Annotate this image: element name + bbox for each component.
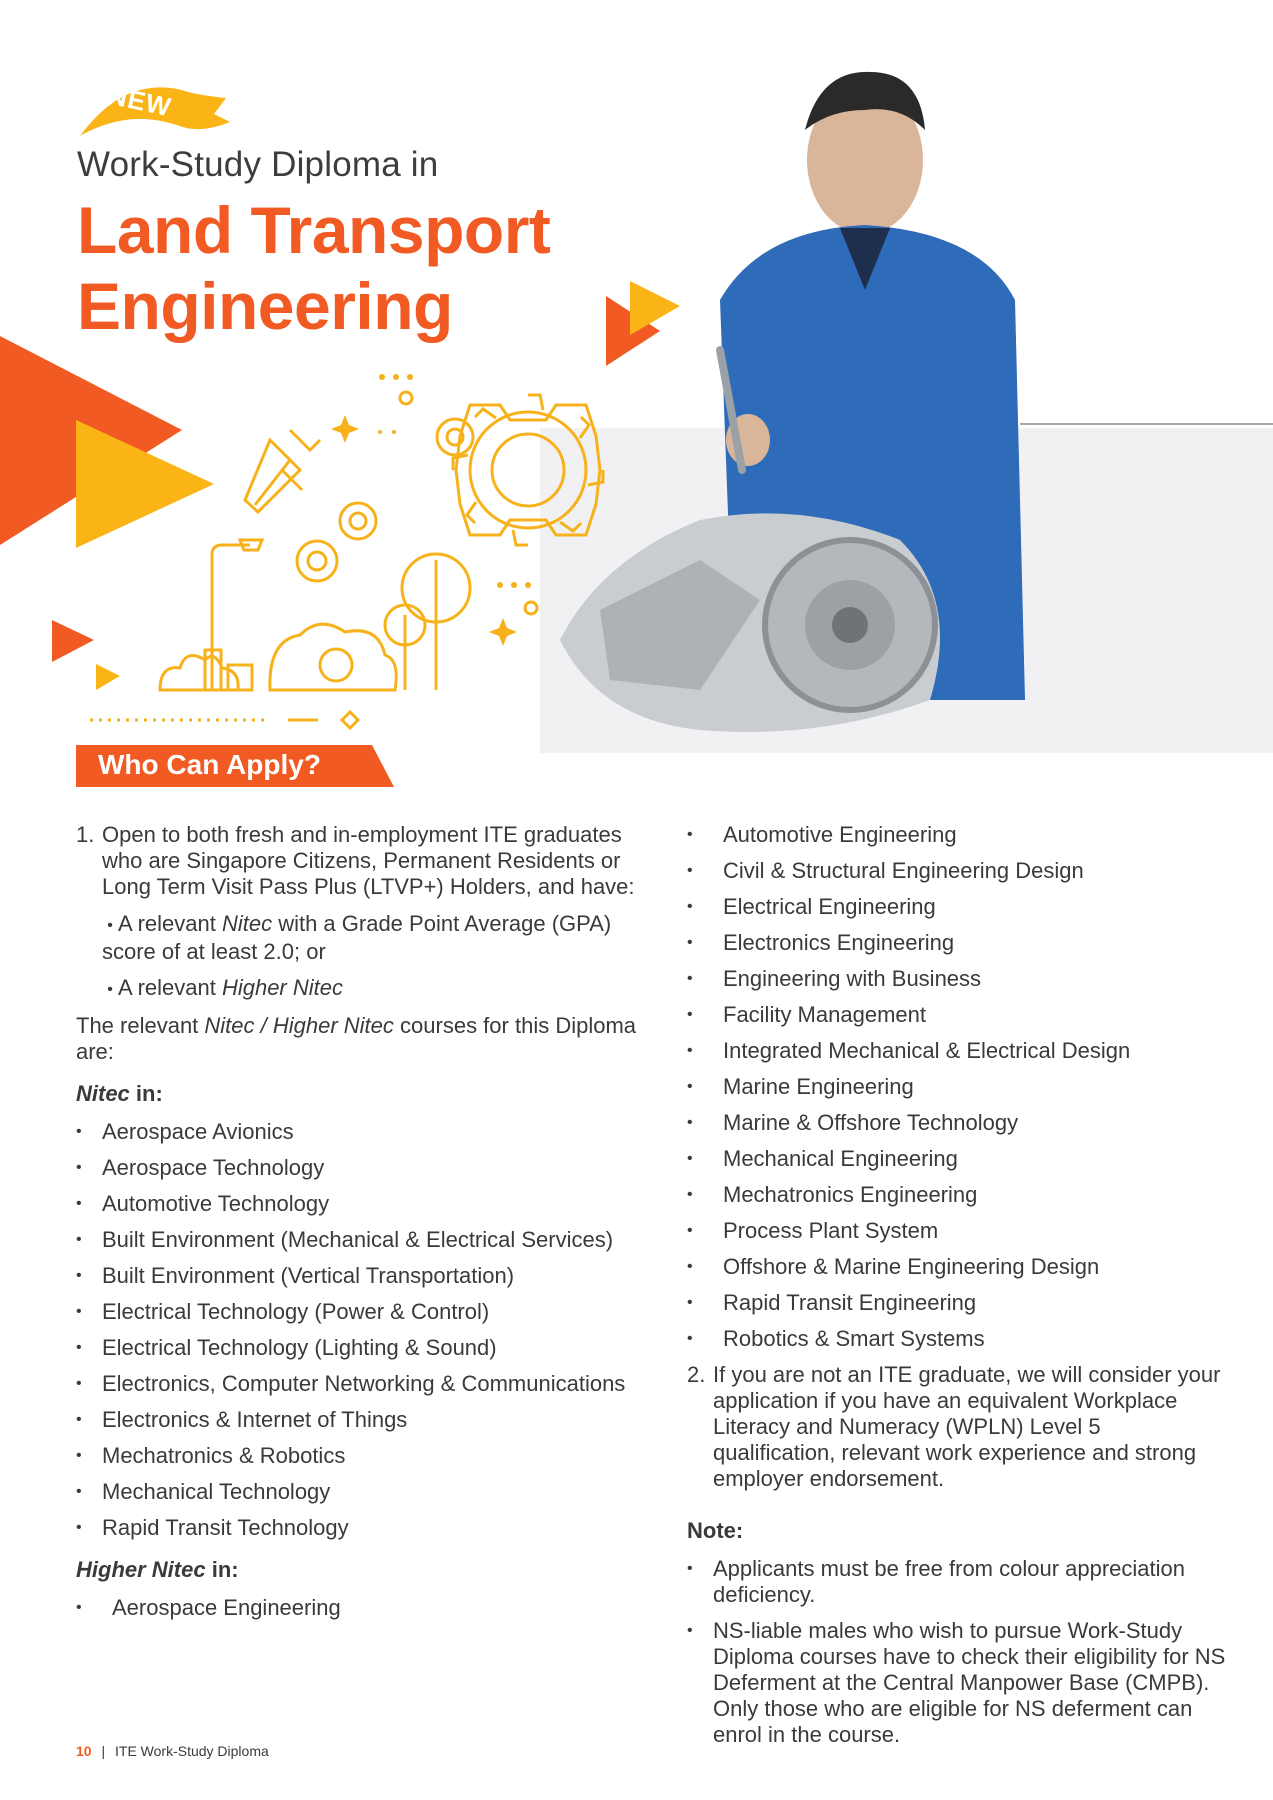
list-item-text: Electrical Technology (Power & Control) [102,1299,490,1324]
bullet-icon: • [107,981,113,998]
list-item [687,1254,1227,1280]
list-item-text: Electrical Engineering [723,894,936,919]
list-item [76,1299,636,1325]
list-item [687,1002,1227,1028]
list-item [687,1038,1227,1064]
bullet-icon: • [76,1195,82,1212]
list-item-text: Engineering with Business [723,966,982,991]
bullet-icon: • [687,1150,693,1167]
bullet-icon: • [687,1560,693,1577]
page-subtitle: Work-Study Diploma in [77,145,439,184]
bullet-icon: • [76,1159,82,1176]
list-item-text: Automotive Technology [102,1191,330,1216]
section-banner [76,745,394,787]
list-item-text: Mechatronics & Robotics [102,1443,346,1468]
list-item-text: Marine Engineering [723,1074,914,1099]
req-text: with a Grade Point Average (GPA) score of at least 2.0; or [102,911,612,964]
bullet-icon: • [687,1222,693,1239]
bullet-icon: • [687,1042,693,1059]
req-text: A relevant [118,975,222,1000]
bullet-icon: • [76,1599,82,1616]
list-item-text: Electrical Technology (Lighting & Sound) [102,1335,497,1360]
heading-em: Nitec [76,1081,130,1106]
bullet-icon: • [687,1622,693,1639]
list-item-text: Applicants must be free from colour appreciation deficiency. [713,1556,1186,1607]
bullet-icon: • [76,1267,82,1284]
bullet-icon: • [76,1231,82,1248]
note-heading: Note: [687,1518,744,1543]
bullet-icon: • [687,970,693,987]
heading-text: in: [129,1081,163,1106]
list-item [687,1146,1227,1172]
list-item [687,966,1227,992]
wrench-screwdriver-icon [245,430,320,512]
heading-em: Higher Nitec [76,1557,206,1582]
higher-nitec-list-part-2 [687,822,1227,1352]
nitec-list [76,1119,636,1541]
list-item [76,1263,636,1289]
list-item [76,1335,636,1361]
intro-text: The relevant [76,1013,205,1038]
list-item-text: Marine & Offshore Technology [723,1110,1019,1135]
higher-nitec-list-part-1 [76,1595,636,1621]
bullet-icon: • [687,1330,693,1347]
list-item [76,1227,636,1253]
list-item-text: Mechanical Technology [102,1479,331,1504]
list-item [76,1155,636,1181]
bullet-icon: • [687,1294,693,1311]
req-text: A relevant [118,911,222,936]
heading-text: in: [205,1557,239,1582]
list-item-text: Integrated Mechanical & Electrical Design [723,1038,1131,1063]
list-item [76,1443,636,1469]
list-item-text: Rapid Transit Technology [102,1515,349,1540]
footer-separator: | [101,1743,106,1759]
bullet-icon: • [687,934,693,951]
bullet-icon: • [687,898,693,915]
bullet-icon: • [76,1483,82,1500]
intro-text: courses for this Diploma are: [76,1013,637,1064]
list-item-text: Offshore & Marine Engineering Design [723,1254,1100,1279]
req-em: Nitec [221,911,273,936]
criteria-text: If you are not an ITE graduate, we will consider your application if you have an equivalent Workplace Literacy and Numeracy (WPLN) Level 5 qualification, relevant work experience and strong employer endorsement. [713,1362,1221,1491]
list-item [687,822,1227,848]
bullet-icon: • [107,917,113,934]
page-footer [76,1743,269,1759]
bullet-icon: • [687,1114,693,1131]
list-item-text: Built Environment (Mechanical & Electrical Services) [102,1227,614,1252]
list-item-text: Electronics Engineering [723,930,955,955]
list-item-text: Built Environment (Vertical Transportation) [102,1263,515,1288]
list-item [76,1119,636,1145]
note-list [687,1556,1227,1748]
criteria-text: Open to both fresh and in-employment ITE graduates who are Singapore Citizens, Permanent Residents or Long Term Visit Pass Plus (LTVP+) Holders, and have: [102,822,635,899]
requirement-2 [76,975,636,1003]
list-item-text: Mechatronics Engineering [723,1182,978,1207]
list-item-text: Mechanical Engineering [723,1146,958,1171]
bullet-icon: • [687,1078,693,1095]
sparkle-icon [331,374,531,646]
list-item-text: Aerospace Avionics [102,1119,294,1144]
list-item-text: Process Plant System [723,1218,939,1243]
yellow-triangle-small [96,664,120,690]
bush-icon [160,624,396,690]
criteria-item-2 [687,1362,1227,1492]
courses-intro [76,1013,636,1065]
orange-triangle-small [52,620,94,662]
list-item [687,1290,1227,1316]
bullet-icon: • [687,1186,693,1203]
bullet-icon: • [76,1411,82,1428]
list-item-text: Aerospace Engineering [112,1595,341,1620]
list-item [76,1371,636,1397]
nitec-heading [76,1081,636,1107]
list-item-text: Electronics, Computer Networking & Communications [102,1371,626,1396]
mechanic-photo [540,72,1273,753]
criteria-item-1 [76,822,636,900]
bullet-icon: • [687,826,693,843]
tree-icon [385,554,470,690]
bullet-icon: • [76,1303,82,1320]
right-column [687,822,1227,1758]
list-item-text: Electronics & Internet of Things [102,1407,408,1432]
bullet-icon: • [687,1006,693,1023]
footer-text: ITE Work-Study Diploma [115,1743,269,1759]
list-item-text: Facility Management [723,1002,926,1027]
requirement-1 [76,911,636,965]
list-item [687,1218,1227,1244]
yellow-triangle-mid [630,281,680,335]
page-title [77,192,550,344]
list-item [687,1618,1227,1748]
title-line-1: Land Transport [77,193,551,267]
item-number: 1. [76,822,95,847]
item-number: 2. [687,1362,706,1387]
list-item [687,894,1227,920]
list-item-text: Rapid Transit Engineering [723,1290,977,1315]
new-badge-label: NEW [105,79,175,123]
bullet-icon: • [76,1519,82,1536]
list-item [687,930,1227,956]
bullet-icon: • [687,1258,693,1275]
section-heading: Who Can Apply? [98,749,321,780]
bullet-icon: • [76,1447,82,1464]
bullet-icon: • [687,862,693,879]
page-number: 10 [76,1743,92,1759]
list-item [76,1515,636,1541]
list-item-text: Automotive Engineering [723,822,957,847]
title-line-2: Engineering [77,269,453,343]
list-item [687,1556,1227,1608]
list-item [76,1479,636,1505]
list-item [76,1595,636,1621]
higher-nitec-heading [76,1557,636,1583]
list-item-text: Civil & Structural Engineering Design [723,858,1084,883]
list-item [687,1074,1227,1100]
bullet-icon: • [76,1375,82,1392]
bullet-icon: • [76,1339,82,1356]
list-item-text: Aerospace Technology [102,1155,325,1180]
req-em: Higher Nitec [221,975,343,1000]
left-column [76,822,636,1631]
bullet-icon: • [76,1123,82,1140]
list-item [687,858,1227,884]
list-item [76,1407,636,1433]
hero-illustration [0,0,1273,770]
list-item [687,1326,1227,1352]
list-item-text: NS-liable males who wish to pursue Work-Study Diploma courses have to check their eligibility for NS Deferment at the Central Manpower Base (CMPB). Only those who are eligible for NS deferment can enrol in the course. [713,1618,1226,1747]
intro-em: Nitec / Higher Nitec [204,1013,394,1038]
list-item [687,1182,1227,1208]
list-item [687,1110,1227,1136]
list-item [76,1191,636,1217]
list-item-text: Robotics & Smart Systems [723,1326,985,1351]
